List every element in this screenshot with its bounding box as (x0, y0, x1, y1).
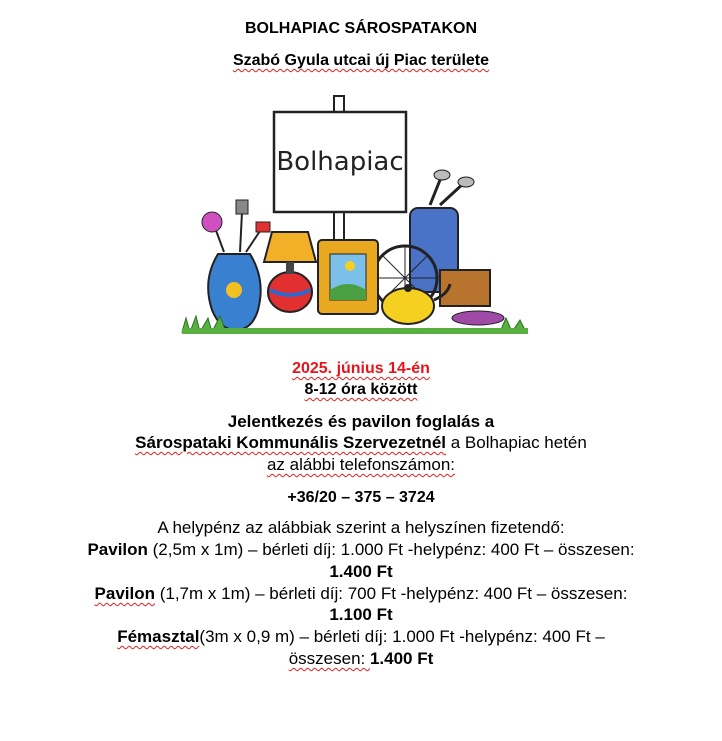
event-date: 2025. június 14-én (292, 360, 430, 377)
picture-frame-icon (318, 240, 378, 314)
price-item-3-total: összesen: 1.400 Ft (288, 649, 434, 668)
pricing-intro: A helypénz az alábbiak szerint a helyszínen fizetendő: (157, 518, 565, 537)
sign-text: Bolhapiac (276, 147, 404, 177)
price-item-1: Pavilon (2,5m x 1m) – bérleti díj: 1.000 Ft -helypénz: 400 Ft – összesen: (87, 540, 635, 559)
flea-market-illustration (0, 0, 722, 360)
price-item-3: Fémasztal(3m x 0,9 m) – bérleti díj: 1.000 Ft -helypénz: 400 Ft – (117, 627, 605, 646)
lamp-icon (264, 232, 316, 312)
registration-line2: Sárospataki Kommunális Szervezetnél a Bolhapiac hetén (135, 433, 587, 452)
price-item-2: Pavilon (1,7m x 1m) – bérleti díj: 700 Ft -helypénz: 400 Ft – összesen: (94, 584, 628, 603)
phone-number: +36/20 – 375 – 3724 (287, 489, 435, 506)
vase-icon (202, 200, 270, 330)
registration-line1: Jelentkezés és pavilon foglalás a (227, 412, 495, 431)
flea-market-sign-icon (274, 96, 406, 246)
price-item-1-total: 1.400 Ft (329, 562, 393, 581)
page-subtitle: Szabó Gyula utcai új Piac területe (232, 52, 490, 69)
price-item-2-total: 1.100 Ft (329, 605, 393, 624)
registration-line3: az alábbi telefonszámon: (266, 455, 456, 474)
event-time: 8-12 óra között (304, 381, 418, 398)
page-title: BOLHAPIAC SÁROSPATAKON (245, 20, 477, 37)
